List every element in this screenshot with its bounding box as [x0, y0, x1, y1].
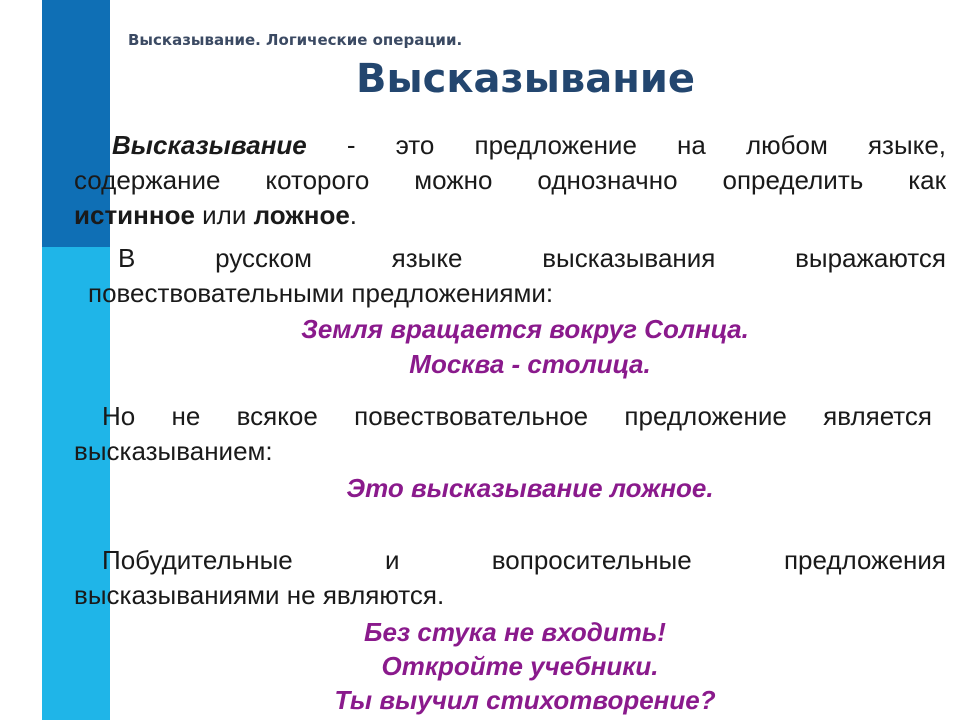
definition-false-word: ложное — [253, 200, 350, 230]
definition-line-2: содержание которого можно однозначно определить как — [74, 165, 946, 195]
imperative-paragraph — [74, 543, 946, 613]
russian-line-2: повествовательными предложениями: — [88, 278, 554, 308]
slide-subtitle: Высказывание. Логические операции. — [128, 31, 463, 49]
definition-period: . — [349, 200, 358, 230]
imperative-line-2: высказываниями не являются. — [74, 580, 445, 610]
definition-true-word: истинное — [74, 200, 195, 230]
definition-term: Высказывание — [112, 130, 307, 160]
definition-line-1-rest: - это предложение на любом языке, — [306, 130, 946, 160]
example-open-books: Откройте учебники. — [381, 651, 659, 681]
example-poem-question: Ты выучил стихотворение? — [334, 685, 716, 715]
definition-paragraph — [74, 128, 946, 233]
not-every-line-1: Но не всякое повествовательное предложение является — [102, 401, 932, 431]
example-false-statement: Это высказывание ложное. — [346, 473, 714, 503]
definition-line-1 — [74, 128, 946, 163]
slide-title: Высказывание — [356, 56, 696, 102]
definition-or-word: или — [194, 200, 254, 230]
not-every-line-2: высказыванием: — [74, 436, 273, 466]
definition-line-3 — [74, 198, 946, 233]
russian-line-1: В русском языке высказывания выражаются — [118, 243, 946, 273]
russian-paragraph — [88, 241, 946, 311]
imperative-line-1: Побудительные и вопросительные предложения — [102, 545, 946, 575]
example-no-knock: Без стука не входить! — [364, 617, 666, 647]
example-earth: Земля вращается вокруг Солнца. — [301, 314, 749, 344]
example-moscow: Москва - столица. — [409, 349, 651, 379]
not-every-paragraph — [74, 399, 932, 469]
